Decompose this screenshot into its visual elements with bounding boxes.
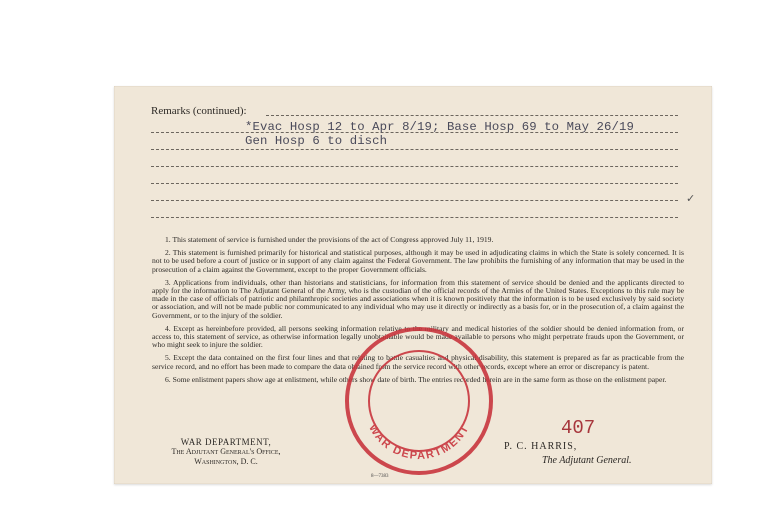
remarks-rule bbox=[151, 149, 678, 150]
note-6: 6. Some enlistment papers show age at enlistment, while others show date of birth. The entries recorded herein are in the same form as those on the enlistment paper. bbox=[165, 374, 667, 384]
check-mark: ✓ bbox=[686, 193, 696, 205]
note-4: 4. Except as hereinbefore provided, all persons seeking information relative to the military and medical histories of the soldier should be denied information from, or access to, this statement of service, as otherwise information legally unobtainable would be made available to persons who might perpetrate frauds upon the Government, or who might seek to injure the soldier. bbox=[152, 323, 684, 350]
remarks-rule bbox=[151, 200, 678, 201]
remarks-typed-line-1: *Evac Hosp 12 to Apr 8/19; Base Hosp 69 to May 26/19 bbox=[245, 120, 634, 134]
remarks-rule bbox=[151, 217, 678, 218]
remarks-rule bbox=[151, 166, 678, 167]
dept-line-1: WAR DEPARTMENT, bbox=[180, 437, 272, 447]
issuing-office bbox=[136, 437, 316, 467]
note-3: 3. Applications from individuals, other than historians and statisticians, for information from this statement of service should be denied and the applicants directed to apply for the information to The Adjutant General of the Army, who is the custodian of the official records of the Armies of the United States. Exceptions to this rule may be made in the case of officials of patriotic and philanthropic societies and associations when it is known positively that the information is to be used exclusively by said society or association, and will not be made public nor communicated to any individual who may use it directly or indirectly as a basis for, or in the prosecution of, a claim against the Government, or to the injury of the soldier. bbox=[152, 277, 684, 320]
signer-name: P. C. HARRIS, bbox=[504, 441, 578, 452]
remarks-rule bbox=[151, 183, 678, 184]
stamp-text: WAR DEPARTMENT bbox=[366, 422, 472, 463]
note-5: 5. Except the data contained on the first four lines and that relating to battle casualties and physical disability, this statement is prepared as far as practicable from the service record, and no effort has been made to compare the data obtained from the service record with other records, except where an error or discrepancy is patent. bbox=[152, 353, 684, 371]
record-number: 407 bbox=[561, 417, 596, 439]
remarks-typed-line-2: Gen Hosp 6 to disch bbox=[245, 134, 388, 148]
remarks-label: Remarks (continued): bbox=[151, 105, 247, 117]
dept-line-2: The Adjutant General's Office, bbox=[171, 447, 281, 456]
dept-line-3: Washington, D. C. bbox=[194, 457, 258, 466]
svg-text:WAR DEPARTMENT bbox=[366, 422, 472, 462]
note-1: 1. This statement of service is furnished under the provisions of the act of Congress approved July 11, 1919. bbox=[165, 235, 494, 244]
remarks-rule bbox=[266, 115, 678, 116]
signer-title: The Adjutant General. bbox=[542, 455, 632, 466]
service-record-card bbox=[114, 86, 712, 484]
form-number: 8—7383 bbox=[371, 474, 389, 479]
note-2: 2. This statement is furnished primarily for historical and statistical purposes, although it may be used in adjudicating claims in which the State is solely concerned. It is not to be used before a court of justice or in support of any claim against the Federal Government. The law prohibits the furnishing of any information that may be used in the prosecution of a claim against the Government, except to the proper Government officials. bbox=[152, 248, 684, 274]
war-department-stamp bbox=[342, 324, 496, 478]
